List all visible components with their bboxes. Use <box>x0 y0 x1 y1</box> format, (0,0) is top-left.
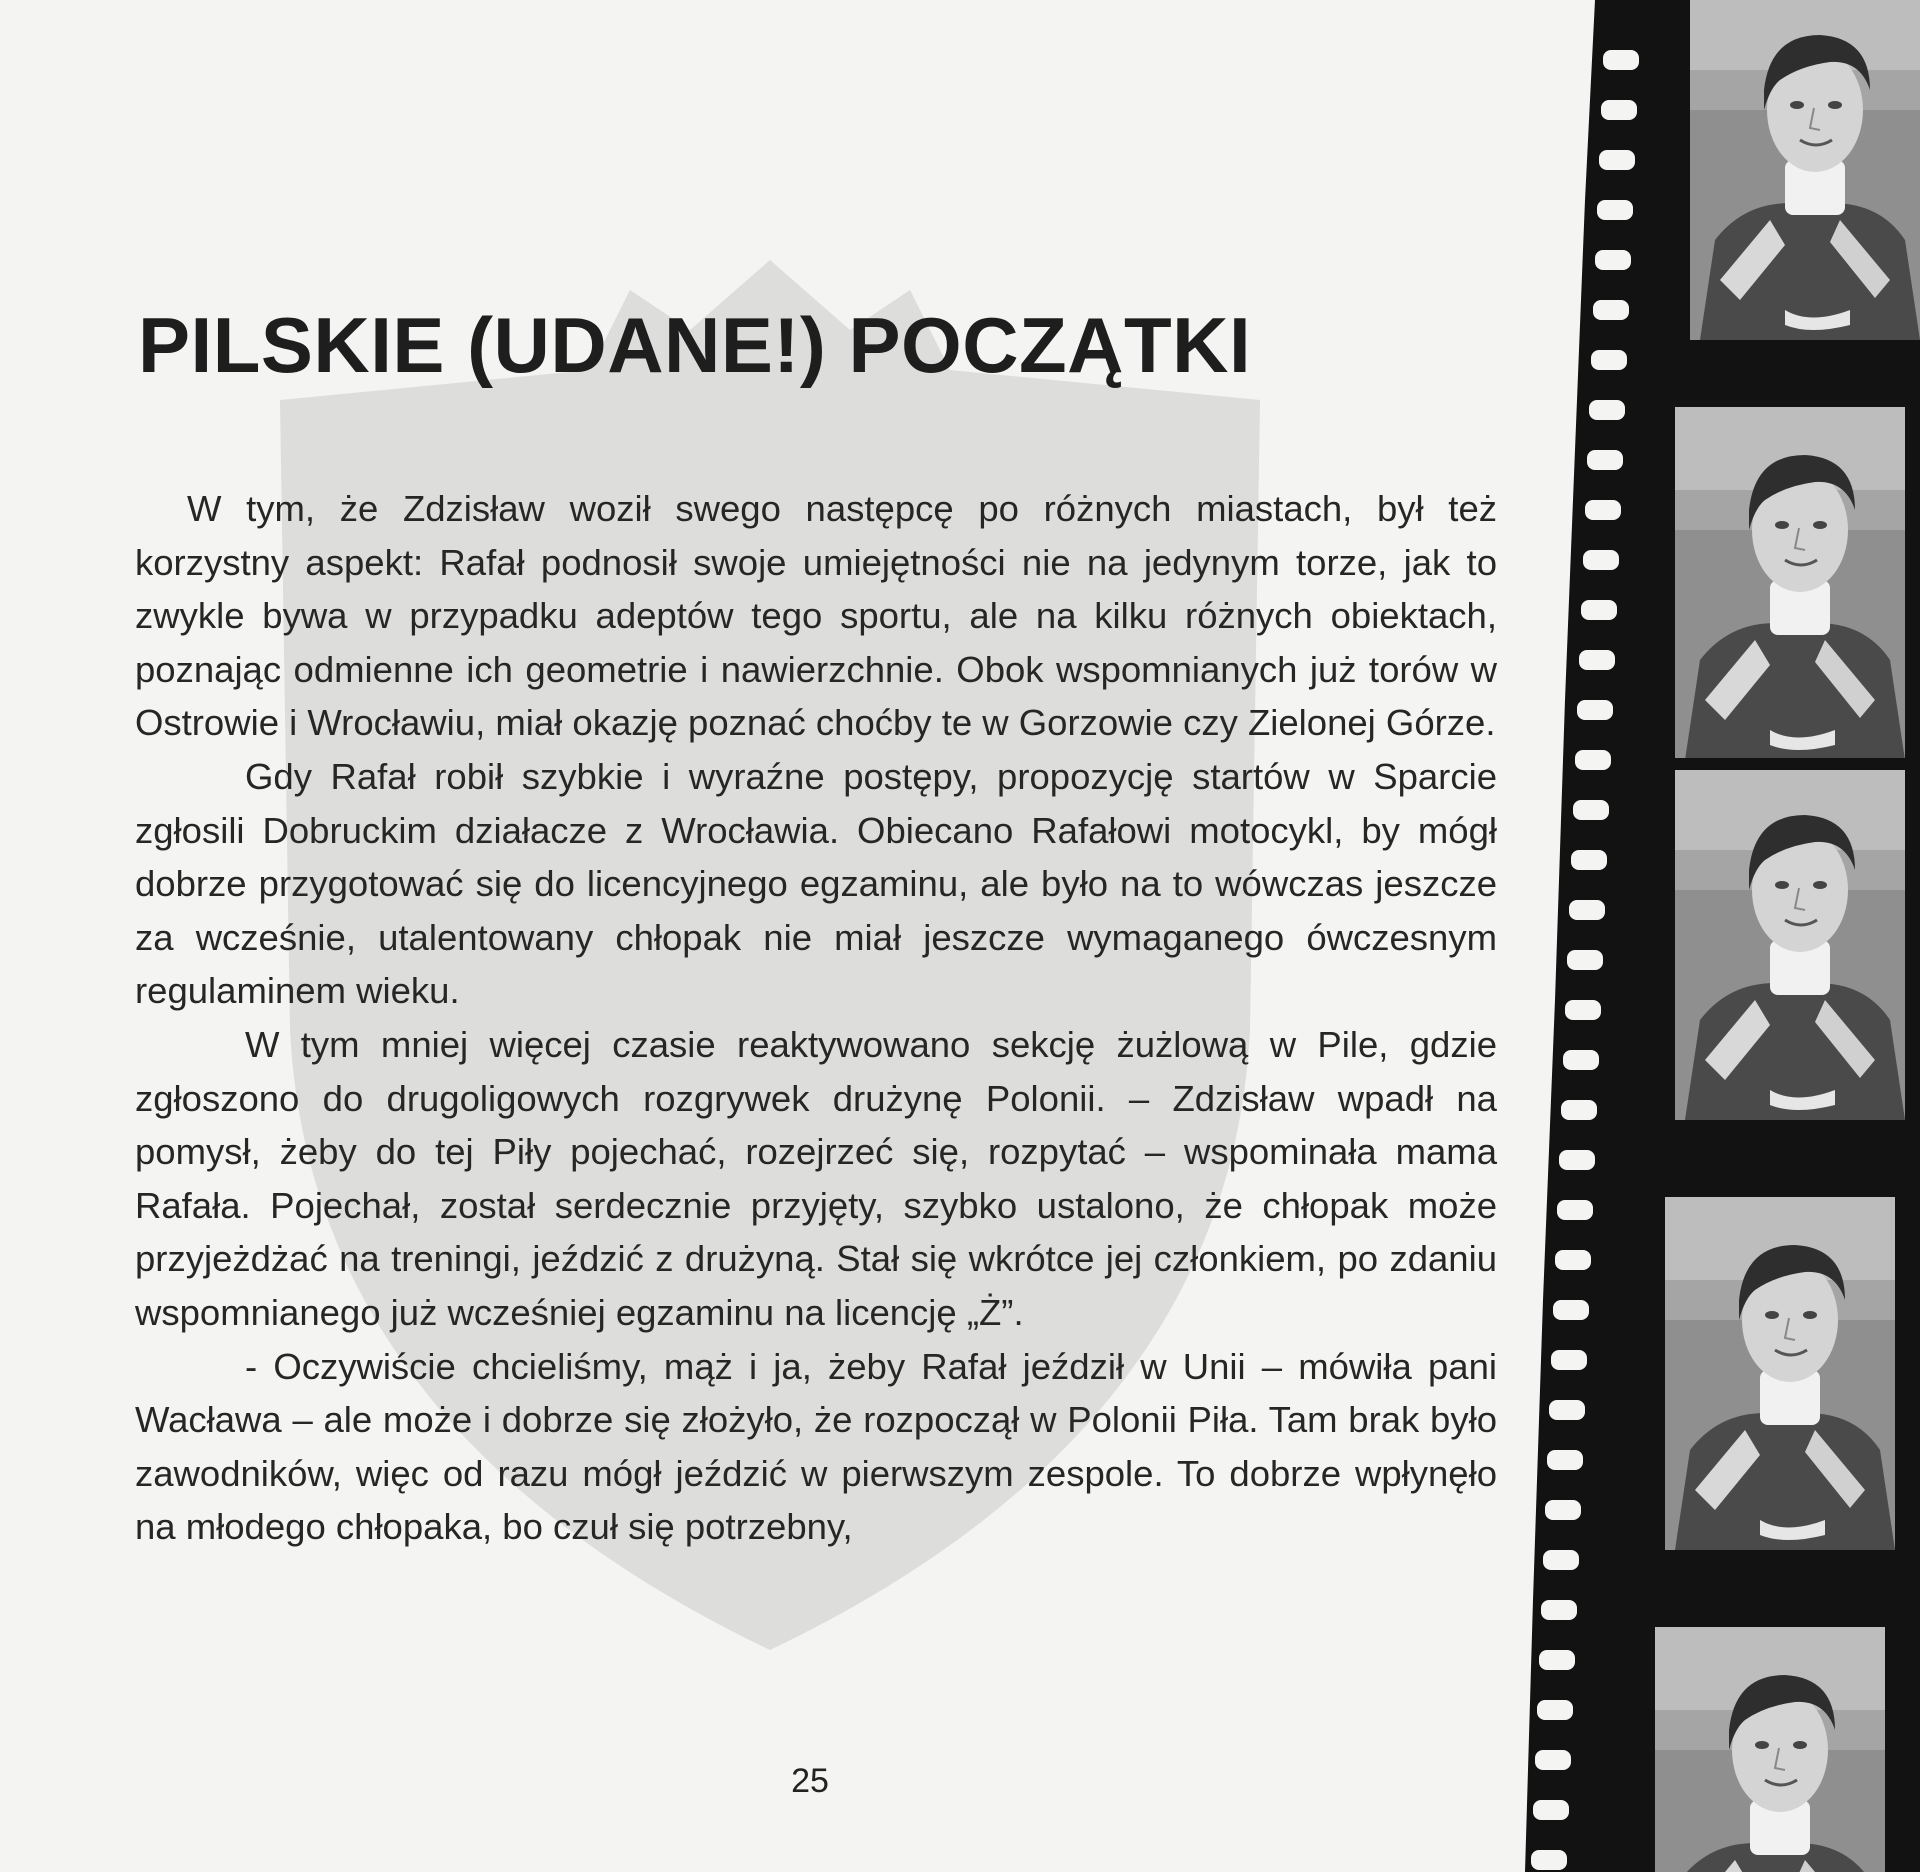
film-frame <box>1675 400 1905 760</box>
film-strip <box>1525 0 1920 1872</box>
film-frame <box>1675 760 1905 1120</box>
paragraph: W tym, że Zdzisław woził swego następcę po różnych miastach, był też korzystny aspekt: Rafał podnosił swoje umiejętności nie na jedynym torze, jak to zwykle bywa w przypadku adeptów tego sportu, ale na kilku różnych obiektach, poznając odmienne ich geometrie i nawierzchnie. Obok wspomnianych już torów w Ostrowie i Wrocławiu, miał okazję poznać choćby te w Gorzowie czy Zielonej Górze. <box>135 488 1497 744</box>
film-strip-graphic <box>1525 0 1920 1872</box>
film-frame <box>1665 1190 1895 1550</box>
chapter-title: PILSKIE (UDANE!) POCZĄTKI <box>138 301 1252 389</box>
page-number: 25 <box>791 1762 829 1800</box>
paragraph: - Oczywiście chcieliśmy, mąż i ja, żeby Rafał jeździł w Unii – mówiła pani Wacława – ale może i dobrze się złożyło, że rozpoczął w Polonii Piła. Tam brak było zawodników, więc od razu mógł jeździć w pierwszym zespole. To dobrze wpłynęło na młodego chłopaka, bo czuł się potrzebny, <box>135 1345 1497 1548</box>
paragraph: W tym mniej więcej czasie reaktywowano sekcję żużlową w Pile, gdzie zgłoszono do drugoligowych rozgrywek drużynę Polonii. – Zdzisław wpadł na pomysł, żeby do tej Piły pojechać, rozejrzeć się, rozpytać – wspominała mama Rafała. Pojechał, został serdecznie przyjęty, szybko ustalono, że chłopak może przyjeżdżać na treningi, jeździć z drużyną. Stał się wkrótce jej członkiem, po zdaniu wspomnianego już wcześniej egzaminu na licencję „Ż”. <box>135 1023 1497 1333</box>
paragraph: Gdy Rafał robił szybkie i wyraźne postępy, propozycję startów w Sparcie zgłosili Dobruckim działacze z Wrocławia. Obiecano Rafałowi motocykl, by mógł dobrze przygotować się do licencyjnego egzaminu, ale było na to wówczas jeszcze za wcześnie, utalentowany chłopak nie miał jeszcze wymaganego ówczesnym regulaminem wieku. <box>135 755 1497 1012</box>
film-frame <box>1655 1620 1885 1872</box>
film-frame <box>1690 0 1920 340</box>
body-text <box>135 482 1497 1554</box>
